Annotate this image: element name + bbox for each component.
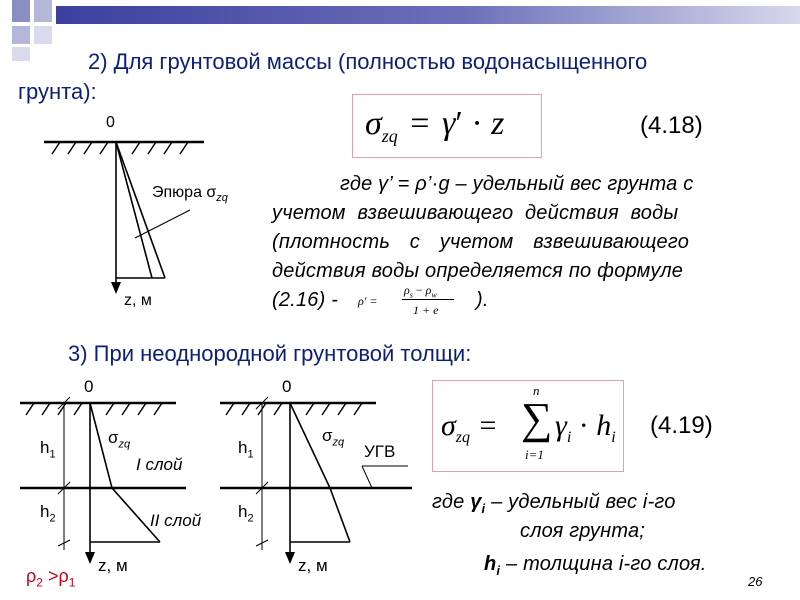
left-origin-label: 0 [84, 377, 94, 396]
z-axis-label-s2: z, м [124, 292, 152, 309]
formula-4-19-rhs: $\gamma_i \cdot h_i$ [555, 409, 616, 446]
left-z-axis-label: z, м [98, 556, 128, 575]
explanation-s2-line4: действия воды определяется по формуле [272, 260, 684, 282]
eq-number-4-19: (4.19) [650, 412, 713, 439]
explanation-s2-line1: где γ’ = ρ’·g – удельный вес грунта с [340, 173, 694, 195]
left-layer2-label: II слой [150, 511, 202, 530]
explanation-s2-line5-end: ). [476, 289, 489, 311]
origin-label-s2: 0 [106, 114, 115, 131]
diagram-left [20, 397, 186, 564]
page-number: 26 [748, 574, 763, 589]
left-sigma-label: $\sigma_{zq}$ [108, 428, 131, 451]
ugv-leader [362, 466, 372, 488]
mini-formula-2-16: ρ′ = $\rho_s - \rho_w$ 1 + e [358, 283, 468, 323]
explanation-s3-line1: где $\gamma_i$ – удельный вес i-го [432, 491, 676, 516]
sum-lower: i=1 [525, 447, 544, 462]
right-h2-label: $h_2$ [238, 502, 254, 525]
section2-heading-line2: грунта): [18, 79, 97, 104]
right-h1-label: $h_1$ [238, 438, 254, 461]
formula-4-19: $\sigma_{zq}$ = [441, 409, 497, 446]
diagram-right [220, 397, 412, 564]
explanation-s3-line2: слоя грунта; [520, 520, 646, 542]
right-z-axis-label: z, м [298, 556, 328, 575]
sum-upper: n [533, 383, 540, 398]
explanation-s2-line2: учетом взвешивающего действия воды [272, 202, 679, 224]
section3-heading: 3) При неоднородной грунтовой толщи: [68, 341, 472, 366]
left-layer1-label: I слой [136, 455, 183, 474]
formula-4-18: $\sigma_{zq} = \gamma' \cdot z$ [365, 105, 505, 146]
epure-label: Эпюра $\sigma_{zq}$ [152, 184, 228, 205]
right-origin-label: 0 [282, 377, 292, 396]
explanation-s2-line3: (плотность с учетом взвешивающего [272, 231, 690, 253]
right-epure [290, 403, 350, 542]
left-h1-label: $h_1$ [40, 438, 56, 461]
sum-sign: ∑ [521, 394, 553, 443]
left-h2-label: $h_2$ [40, 502, 56, 525]
eq-number-4-18: (4.18) [640, 112, 703, 139]
right-sigma-label: $\sigma_{zq}$ [322, 426, 345, 449]
explanation-s2-line5-start: (2.16) - [272, 289, 339, 311]
density-condition: $\rho_2 >\rho_1$ [26, 566, 76, 590]
section2-heading-line1: 2) Для грунтовой массы (полностью водонасыщенного [88, 49, 648, 74]
ugv-label: УГВ [364, 442, 396, 461]
explanation-s3-line3: $h_i$ – толщина i-го слоя. [484, 553, 707, 578]
